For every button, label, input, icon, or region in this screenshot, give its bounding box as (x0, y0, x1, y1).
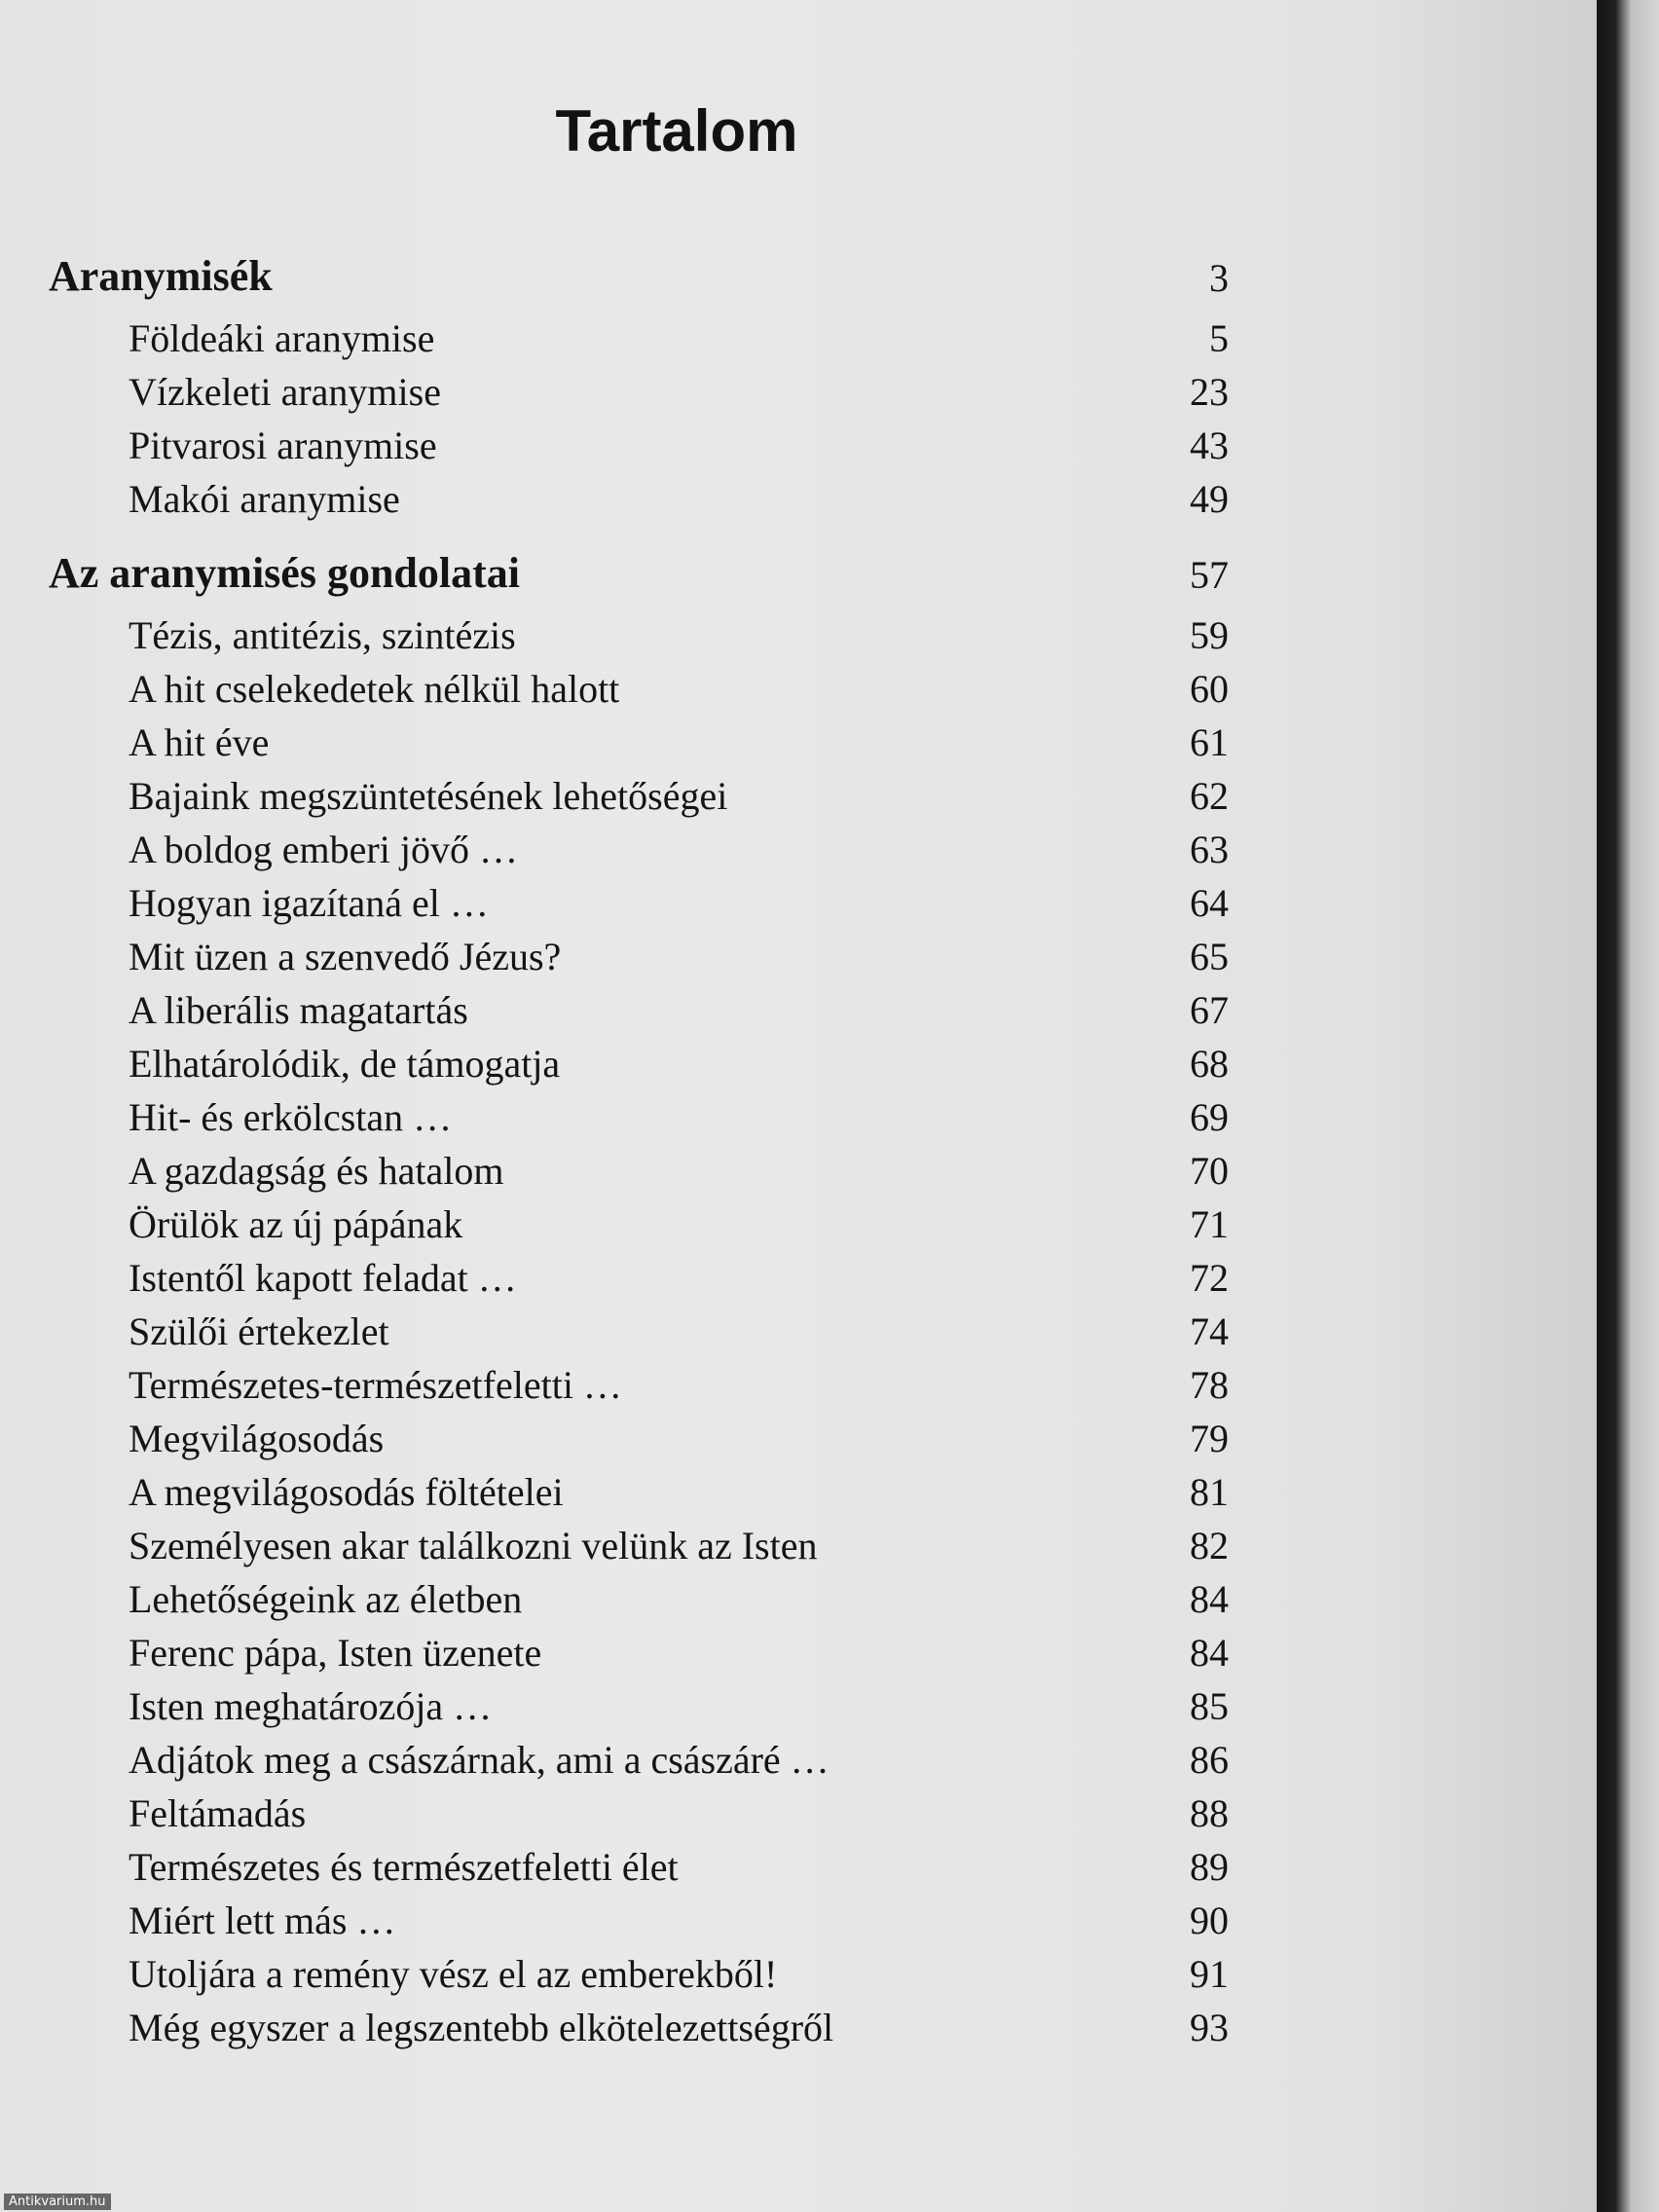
toc-entry (0, 761, 1229, 816)
toc-entry-page-number: 69 (1190, 1095, 1229, 1139)
toc-entry-title: A hit cselekedetek nélkül halott (129, 667, 620, 711)
toc-entry-title: Örülök az új pápának (129, 1202, 463, 1246)
toc-entry-title: Aranymisék (49, 252, 273, 300)
toc-entry-page-number: 74 (1190, 1309, 1229, 1353)
toc-entry-title: Isten meghatározója … (129, 1684, 493, 1728)
toc-entry-page-number: 82 (1190, 1524, 1229, 1567)
toc-entry-title: Pitvarosi aranymise (129, 424, 437, 467)
toc-entry-title: Megvilágosodás (129, 1417, 385, 1460)
toc-entry-page-number: 5 (1209, 316, 1229, 360)
toc-entry-page-number: 49 (1190, 477, 1229, 521)
toc-entry (0, 1243, 1229, 1298)
toc-entry-page-number: 62 (1190, 774, 1229, 818)
toc-entry-title: Tézis, antitézis, szintézis (129, 613, 516, 657)
toc-entry (0, 1083, 1229, 1137)
toc-entry-title: Vízkeleti aranymise (129, 370, 441, 414)
toc-entry (0, 868, 1229, 923)
toc-entry (0, 1993, 1229, 2047)
toc-entry-page-number: 72 (1190, 1256, 1229, 1300)
toc-entry (0, 1297, 1229, 1351)
toc-entry (0, 1565, 1229, 1619)
toc-entry-page-number: 23 (1190, 370, 1229, 414)
toc-entry-title: Mit üzen a szenvedő Jézus? (129, 935, 562, 978)
toc-section-heading (0, 243, 1229, 298)
toc-entry-page-number: 65 (1190, 935, 1229, 978)
toc-entry-page-number: 67 (1190, 988, 1229, 1032)
toc-entry (0, 1511, 1229, 1566)
toc-entry-page-number: 84 (1190, 1631, 1229, 1675)
toc-entry (0, 1350, 1229, 1405)
toc-entry-title: Földeáki aranymise (129, 316, 435, 360)
toc-entry-page-number: 61 (1190, 720, 1229, 764)
toc-entry-title: Hogyan igazítaná el … (129, 881, 489, 925)
toc-entry-page-number: 70 (1190, 1149, 1229, 1193)
toc-entry (0, 708, 1229, 762)
toc-entry (0, 976, 1229, 1030)
toc-entry-title: Természetes és természetfeletti élet (129, 1845, 679, 1889)
toc-entry-title: Az aranymisés gondolatai (49, 549, 520, 597)
toc-entry (0, 357, 1229, 412)
toc-entry-page-number: 3 (1209, 256, 1229, 300)
toc-entry-title: A megvilágosodás föltételei (129, 1470, 564, 1514)
toc-entry-title: A hit éve (129, 720, 270, 764)
toc-entry (0, 304, 1229, 358)
toc-entry-page-number: 84 (1190, 1577, 1229, 1621)
toc-entry (0, 464, 1229, 519)
toc-section-heading (0, 540, 1229, 595)
toc-entry-page-number: 60 (1190, 667, 1229, 711)
toc-entry (0, 1779, 1229, 1833)
toc-entry-page-number: 86 (1190, 1738, 1229, 1782)
toc-entry-title: Utoljára a remény vész el az emberekből! (129, 1952, 778, 1996)
toc-entry (0, 1939, 1229, 1994)
toc-entry-page-number: 71 (1190, 1202, 1229, 1246)
toc-entry-page-number: 93 (1190, 2006, 1229, 2049)
toc-entry-page-number: 63 (1190, 828, 1229, 871)
toc-entry-title: Személyesen akar találkozni velünk az Isten (129, 1524, 818, 1567)
toc-entry-page-number: 78 (1190, 1363, 1229, 1407)
toc-entry-title: Szülői értekezlet (129, 1309, 389, 1353)
toc-entry-title: Adjátok meg a császárnak, ami a császáré … (129, 1738, 830, 1782)
toc-entry-title: Istentől kapott feladat … (129, 1256, 517, 1300)
toc-entry (0, 1832, 1229, 1887)
toc-entry-page-number: 88 (1190, 1791, 1229, 1835)
toc-entry-title: A liberális magatartás (129, 988, 468, 1032)
book-spine-shadow (1597, 0, 1659, 2212)
toc-entry-title: Hit- és erkölcstan … (129, 1095, 453, 1139)
toc-entry (0, 1029, 1229, 1084)
toc-entry (0, 1457, 1229, 1512)
toc-entry (0, 1725, 1229, 1780)
page-title: Tartalom (555, 98, 798, 164)
toc-entry-page-number: 59 (1190, 613, 1229, 657)
toc-entry-title: Feltámadás (129, 1791, 307, 1835)
toc-entry-page-number: 64 (1190, 881, 1229, 925)
toc-entry (0, 1886, 1229, 1940)
toc-entry-title: Természetes-természetfeletti … (129, 1363, 622, 1407)
toc-entry-page-number: 68 (1190, 1042, 1229, 1086)
toc-entry (0, 654, 1229, 709)
toc-entry-title: Bajaink megszüntetésének lehetőségei (129, 774, 728, 818)
toc-entry (0, 1404, 1229, 1458)
toc-entry-page-number: 57 (1190, 553, 1229, 597)
toc-entry-title: Makói aranymise (129, 477, 400, 521)
toc-entry-page-number: 43 (1190, 424, 1229, 467)
toc-entry (0, 922, 1229, 977)
toc-entry-page-number: 89 (1190, 1845, 1229, 1889)
toc-entry (0, 1672, 1229, 1726)
toc-entry-page-number: 85 (1190, 1684, 1229, 1728)
toc-entry-title: Elhatárolódik, de támogatja (129, 1042, 561, 1086)
toc-entry-title: A boldog emberi jövő … (129, 828, 518, 871)
toc-entry-title: Ferenc pápa, Isten üzenete (129, 1631, 542, 1675)
toc-entry (0, 411, 1229, 465)
toc-entry-title: Még egyszer a legszentebb elkötelezettségről (129, 2006, 834, 2049)
toc-entry-title: Lehetőségeink az életben (129, 1577, 523, 1621)
toc-entry (0, 601, 1229, 655)
toc-entry (0, 1190, 1229, 1244)
toc-entry-title: A gazdagság és hatalom (129, 1149, 504, 1193)
toc-entry (0, 1618, 1229, 1673)
toc-entry-page-number: 79 (1190, 1417, 1229, 1460)
toc-entry-title: Miért lett más … (129, 1899, 396, 1942)
toc-entry-page-number: 91 (1190, 1952, 1229, 1996)
toc-entry-page-number: 81 (1190, 1470, 1229, 1514)
toc-entry (0, 1136, 1229, 1191)
toc-entry (0, 815, 1229, 869)
toc-entry-page-number: 90 (1190, 1899, 1229, 1942)
watermark: Antikvarium.hu (4, 2194, 111, 2210)
